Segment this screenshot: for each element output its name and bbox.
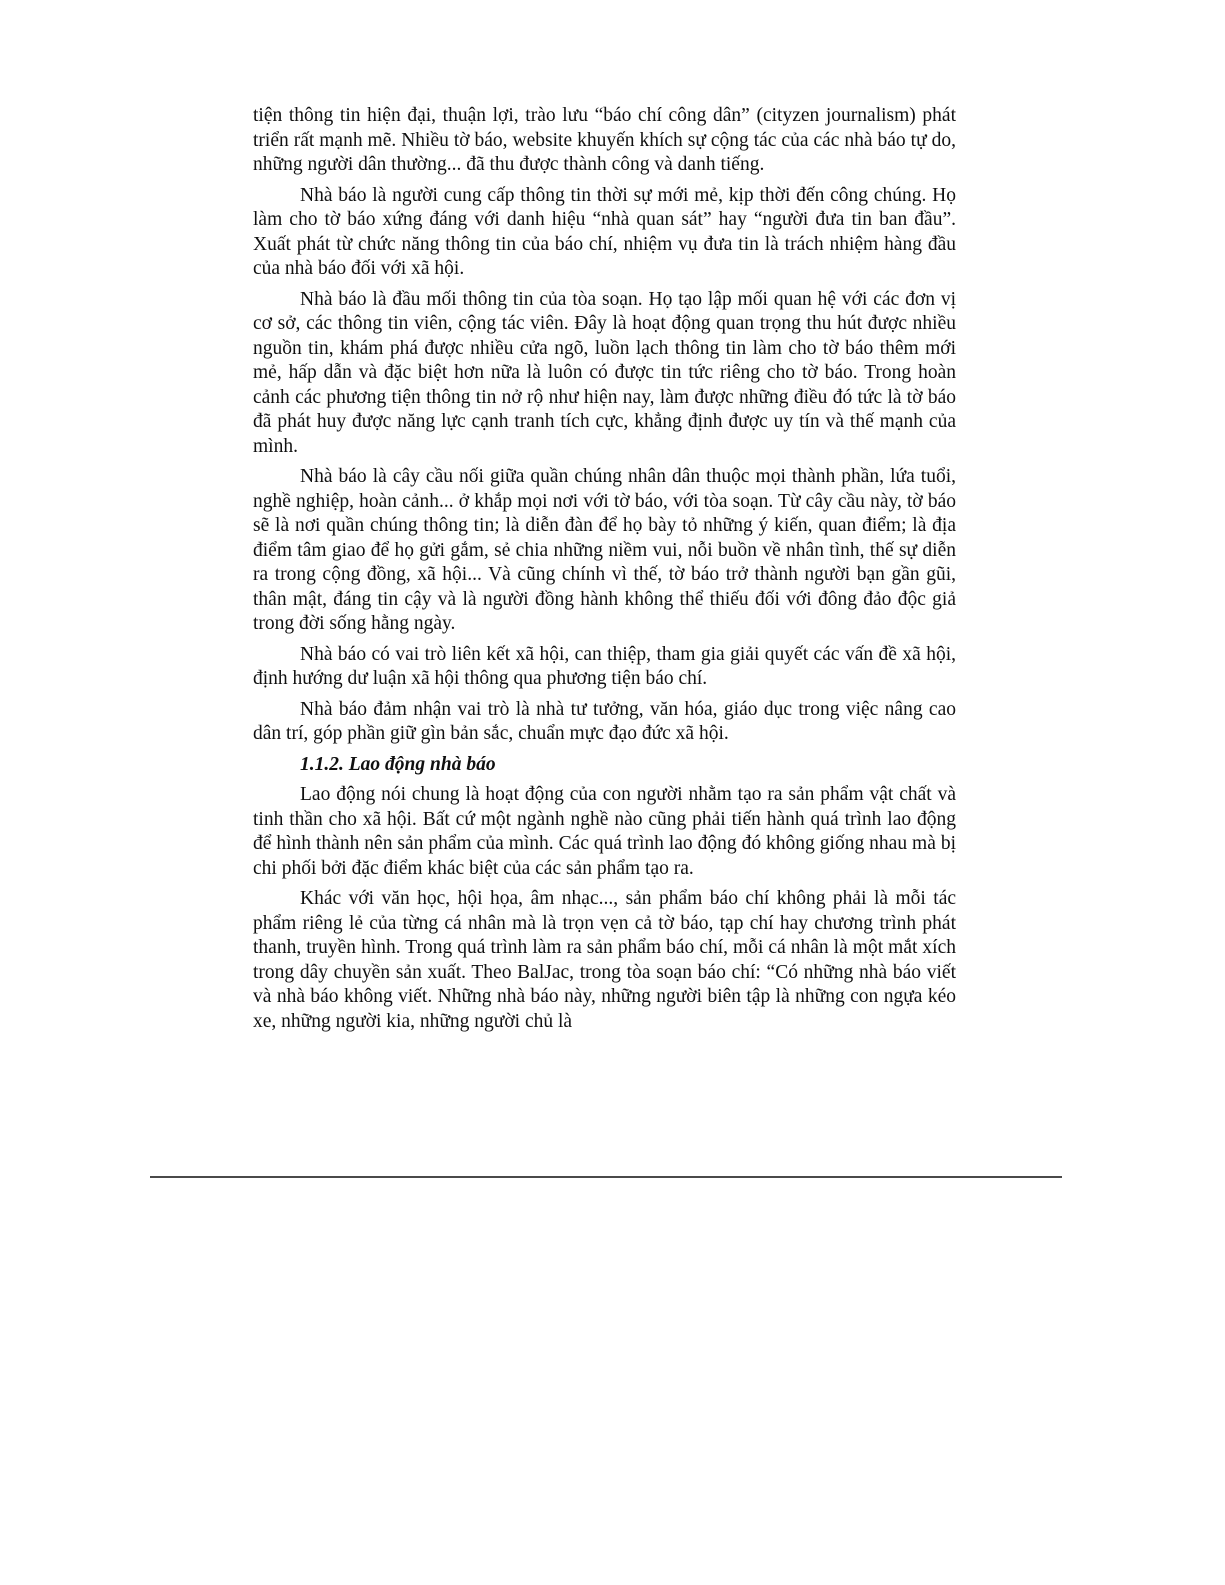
paragraph: Nhà báo là cây cầu nối giữa quần chúng nhân dân thuộc mọi thành phần, lứa tuổi, nghề nghiệp, hoàn cảnh... ở khắp mọi nơi với tờ báo, với tòa soạn. Từ cây cầu này, tờ báo sẽ là nơi quần chúng thông tin; là diễn đàn để họ bày tỏ những ý kiến, quan điểm; là địa điểm tâm giao để họ gửi gắm, sẻ chia những niềm vui, nỗi buồn về nhân tình, thế sự diễn ra trong cộng đồng, xã hội... Và cũng chính vì thế, tờ báo trở thành người bạn gần gũi, thân mật, đáng tin cậy và là người đồng hành không thể thiếu đối với đông đảo độc giả trong đời sống hằng ngày. — [253, 466, 956, 634]
document-text-column — [253, 104, 956, 1040]
paragraph: Khác với văn học, hội họa, âm nhạc..., sản phẩm báo chí không phải là mỗi tác phẩm riêng lẻ của từng cá nhân mà là trọn vẹn cả tờ báo, tạp chí hay chương trình phát thanh, truyền hình. Trong quá trình làm ra sản phẩm báo chí, mỗi cá nhân là một mắt xích trong dây chuyền sản xuất. Theo BalJac, trong tòa soạn báo chí: “Có những nhà báo viết và nhà báo không viết. Những nhà báo này, những người biên tập là những con ngựa kéo xe, những người kia, những người chủ là — [253, 888, 956, 1032]
paragraph: tiện thông tin hiện đại, thuận lợi, trào lưu “báo chí công dân” (cityzen journalism) phát triển rất mạnh mẽ. Nhiều tờ báo, website khuyến khích sự cộng tác của các nhà báo tự do, những người dân thường... đã thu được thành công và danh tiếng. — [253, 105, 956, 175]
paragraph: Lao động nói chung là hoạt động của con người nhằm tạo ra sản phẩm vật chất và tinh thần cho xã hội. Bất cứ một ngành nghề nào cũng phải tiến hành quá trình lao động để hình thành nên sản phẩm của mình. Các quá trình lao động đó không giống nhau mà bị chi phối bởi đặc điểm khác biệt của các sản phẩm tạo ra. — [253, 784, 956, 879]
paragraph: Nhà báo đảm nhận vai trò là nhà tư tưởng, văn hóa, giáo dục trong việc nâng cao dân trí, góp phần giữ gìn bản sắc, chuẩn mực đạo đức xã hội. — [253, 698, 956, 744]
section-heading-1-1-2: 1.1.2. Lao động nhà báo — [300, 753, 496, 775]
footer-separator-line — [150, 1176, 1062, 1178]
paragraph: Nhà báo là người cung cấp thông tin thời sự mới mẻ, kịp thời đến công chúng. Họ làm cho tờ báo xứng đáng với danh hiệu “nhà quan sát” hay “người đưa tin ban đầu”. Xuất phát từ chức năng thông tin của báo chí, nhiệm vụ đưa tin là trách nhiệm hàng đầu của nhà báo đối với xã hội. — [253, 184, 956, 279]
paragraph: Nhà báo có vai trò liên kết xã hội, can thiệp, tham gia giải quyết các vấn đề xã hội, định hướng dư luận xã hội thông qua phương tiện báo chí. — [253, 643, 956, 689]
paragraph: Nhà báo là đầu mối thông tin của tòa soạn. Họ tạo lập mối quan hệ với các đơn vị cơ sở, các thông tin viên, cộng tác viên. Đây là hoạt động quan trọng thu hút được nhiều nguồn tin, khám phá được nhiều cửa ngõ, luồn lạch thông tin làm cho tờ báo thêm mới mẻ, hấp dẫn và đặc biệt hơn nữa là luôn có được tin tức riêng cho tờ báo. Trong hoàn cảnh các phương tiện thông tin nở rộ như hiện nay, làm được những điều đó tức là tờ báo đã phát huy được năng lực cạnh tranh tích cực, khẳng định được uy tín và thế mạnh của mình. — [253, 288, 956, 457]
